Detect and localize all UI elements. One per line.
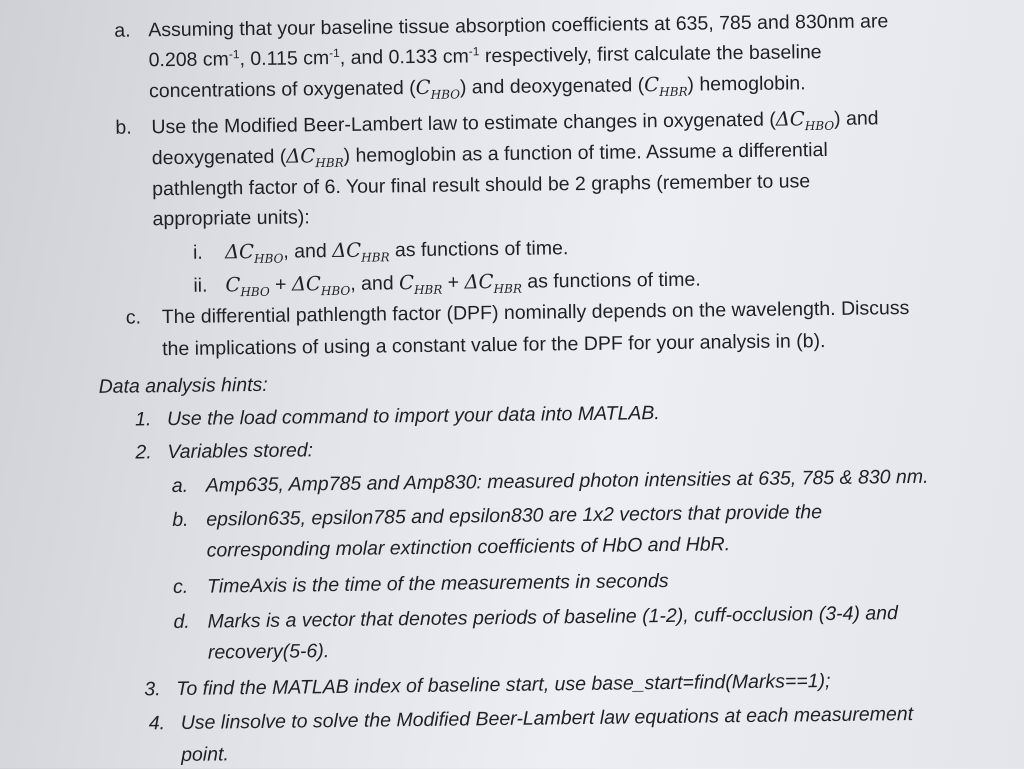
hint-2c-text: TimeAxis is the time of the measurements in seconds bbox=[206, 569, 669, 598]
hint-2b-text1: epsilon635, epsilon785 and epsilon830 are 1x2 vectors that provide the bbox=[206, 501, 823, 531]
plus-2: + bbox=[442, 271, 465, 294]
symbol-c-hbr: $C_{HBR}$ bbox=[644, 73, 688, 99]
symbol-dc-hbr-ii: $\Delta C_{HBR}$ bbox=[464, 270, 523, 296]
item-b-line4: appropriate units): bbox=[152, 206, 310, 231]
item-b-i-end: as functions of time. bbox=[389, 237, 569, 262]
item-b-i-label: i. bbox=[192, 241, 203, 264]
coef-635: 0.208 cm bbox=[148, 48, 229, 72]
hint-1-label: 1. bbox=[134, 408, 152, 431]
hints-heading: Data analysis hints: bbox=[98, 373, 268, 398]
item-b-label: b. bbox=[115, 116, 132, 139]
hint-3 bbox=[144, 668, 830, 702]
hint-4-line2: point. bbox=[180, 743, 229, 766]
hint-2b-label: b. bbox=[172, 508, 189, 532]
hint-2c bbox=[173, 568, 669, 600]
item-a-text3-end: ) hemoglobin. bbox=[687, 72, 806, 96]
hint-2b-line2: corresponding molar extinction coefficients of HbO and HbR. bbox=[206, 533, 731, 562]
item-a-text3-pre: concentrations of oxygenated ( bbox=[148, 77, 416, 103]
hint-4-label: 4. bbox=[148, 712, 166, 735]
item-b-line3: pathlength factor of 6. Your final result should be 2 graphs (remember to use bbox=[152, 170, 811, 201]
item-b-ii-label: ii. bbox=[193, 274, 208, 297]
document-page bbox=[90, 0, 989, 768]
item-b-text1-end: ) and bbox=[833, 107, 879, 130]
item-a-line1 bbox=[114, 8, 888, 43]
hint-2a-label: a. bbox=[171, 474, 189, 498]
item-c-text1: The differential pathlength factor (DPF) nominally depends on the wavelength. Discuss bbox=[161, 297, 910, 329]
hint-2d-line1 bbox=[173, 600, 898, 635]
item-b-text1-pre: Use the Modified Beer-Lambert law to estimate changes in oxygenated ( bbox=[151, 108, 776, 139]
item-a-text2-end: respectively, first calculate the baseline bbox=[479, 41, 822, 68]
symbol-c-hbr-ii: $C_{HBR}$ bbox=[398, 271, 443, 297]
hint-3-label: 3. bbox=[144, 678, 161, 701]
symbol-c-hbo-ii: $C_{HBO}$ bbox=[225, 273, 270, 300]
item-b-text2-pre: deoxygenated ( bbox=[151, 145, 287, 170]
item-a-line2 bbox=[148, 39, 821, 73]
hint-2d-text1: Marks is a vector that denotes periods of baseline (1-2), cuff-occlusion (3-4) and bbox=[207, 602, 899, 633]
item-c-line2: the implications of using a constant value for the DPF for your analysis in (b). bbox=[162, 330, 826, 361]
hint-4-text1: Use linsolve to solve the Modified Beer-Lambert law equations at each measurement bbox=[180, 702, 914, 734]
hint-2a-text: Amp635, Amp785 and Amp830: measured photon intensities at 635, 785 & 830 nm. bbox=[205, 465, 929, 497]
hint-1 bbox=[135, 400, 660, 432]
exponent-785: -1 bbox=[328, 45, 340, 61]
hint-1-text: Use the load command to import your data into MATLAB. bbox=[166, 402, 660, 431]
item-b-ii-end: as functions of time. bbox=[521, 268, 701, 293]
symbol-c-hbo: $C_{HBO}$ bbox=[415, 75, 461, 102]
symbol-dc-hbr: $\Delta C_{HBR}$ bbox=[286, 144, 344, 171]
symbol-dc-hbo: $\Delta C_{HBO}$ bbox=[775, 107, 835, 134]
item-b-ii-mid: , and bbox=[350, 272, 400, 295]
symbol-dc-hbr-i: $\Delta C_{HBR}$ bbox=[331, 238, 390, 265]
item-a-text3-mid: ) and deoxygenated ( bbox=[459, 74, 645, 99]
item-a-label: a. bbox=[114, 19, 131, 42]
symbol-dc-hbo-i: $\Delta C_{HBO}$ bbox=[224, 240, 284, 266]
exponent-830: -1 bbox=[468, 44, 480, 59]
coef-785: , 0.115 cm bbox=[239, 47, 330, 71]
item-c-label: c. bbox=[125, 306, 142, 329]
item-a-line3 bbox=[149, 70, 806, 111]
item-b-i-mid: , and bbox=[283, 240, 333, 263]
item-a-text1: Assuming that your baseline tissue absorption coefficients at 635, 785 and 830nm are bbox=[148, 10, 889, 42]
hint-2b-line1 bbox=[172, 499, 822, 533]
item-b-text2-end: ) hemoglobin as a function of time. Assume a differential bbox=[343, 138, 828, 167]
exponent-635: -1 bbox=[228, 47, 240, 62]
plus-1: + bbox=[269, 273, 293, 296]
hint-3-text: To find the MATLAB index of baseline start, use base_start=find(Marks==1); bbox=[176, 670, 831, 700]
hint-2-text: Variables stored: bbox=[167, 439, 314, 464]
item-b-i bbox=[193, 235, 569, 272]
hint-2a bbox=[172, 464, 929, 499]
hint-2c-label: c. bbox=[172, 575, 189, 599]
hint-4-line1 bbox=[149, 701, 914, 736]
hint-2-label: 2. bbox=[135, 441, 152, 464]
symbol-dc-hbo-ii: $\Delta C_{HBO}$ bbox=[291, 272, 351, 299]
coef-830: , and 0.133 cm bbox=[339, 45, 469, 69]
hint-2d-label: d. bbox=[173, 610, 190, 634]
hint-2d-line2: recovery(5-6). bbox=[207, 640, 330, 664]
hint-2 bbox=[135, 437, 313, 465]
